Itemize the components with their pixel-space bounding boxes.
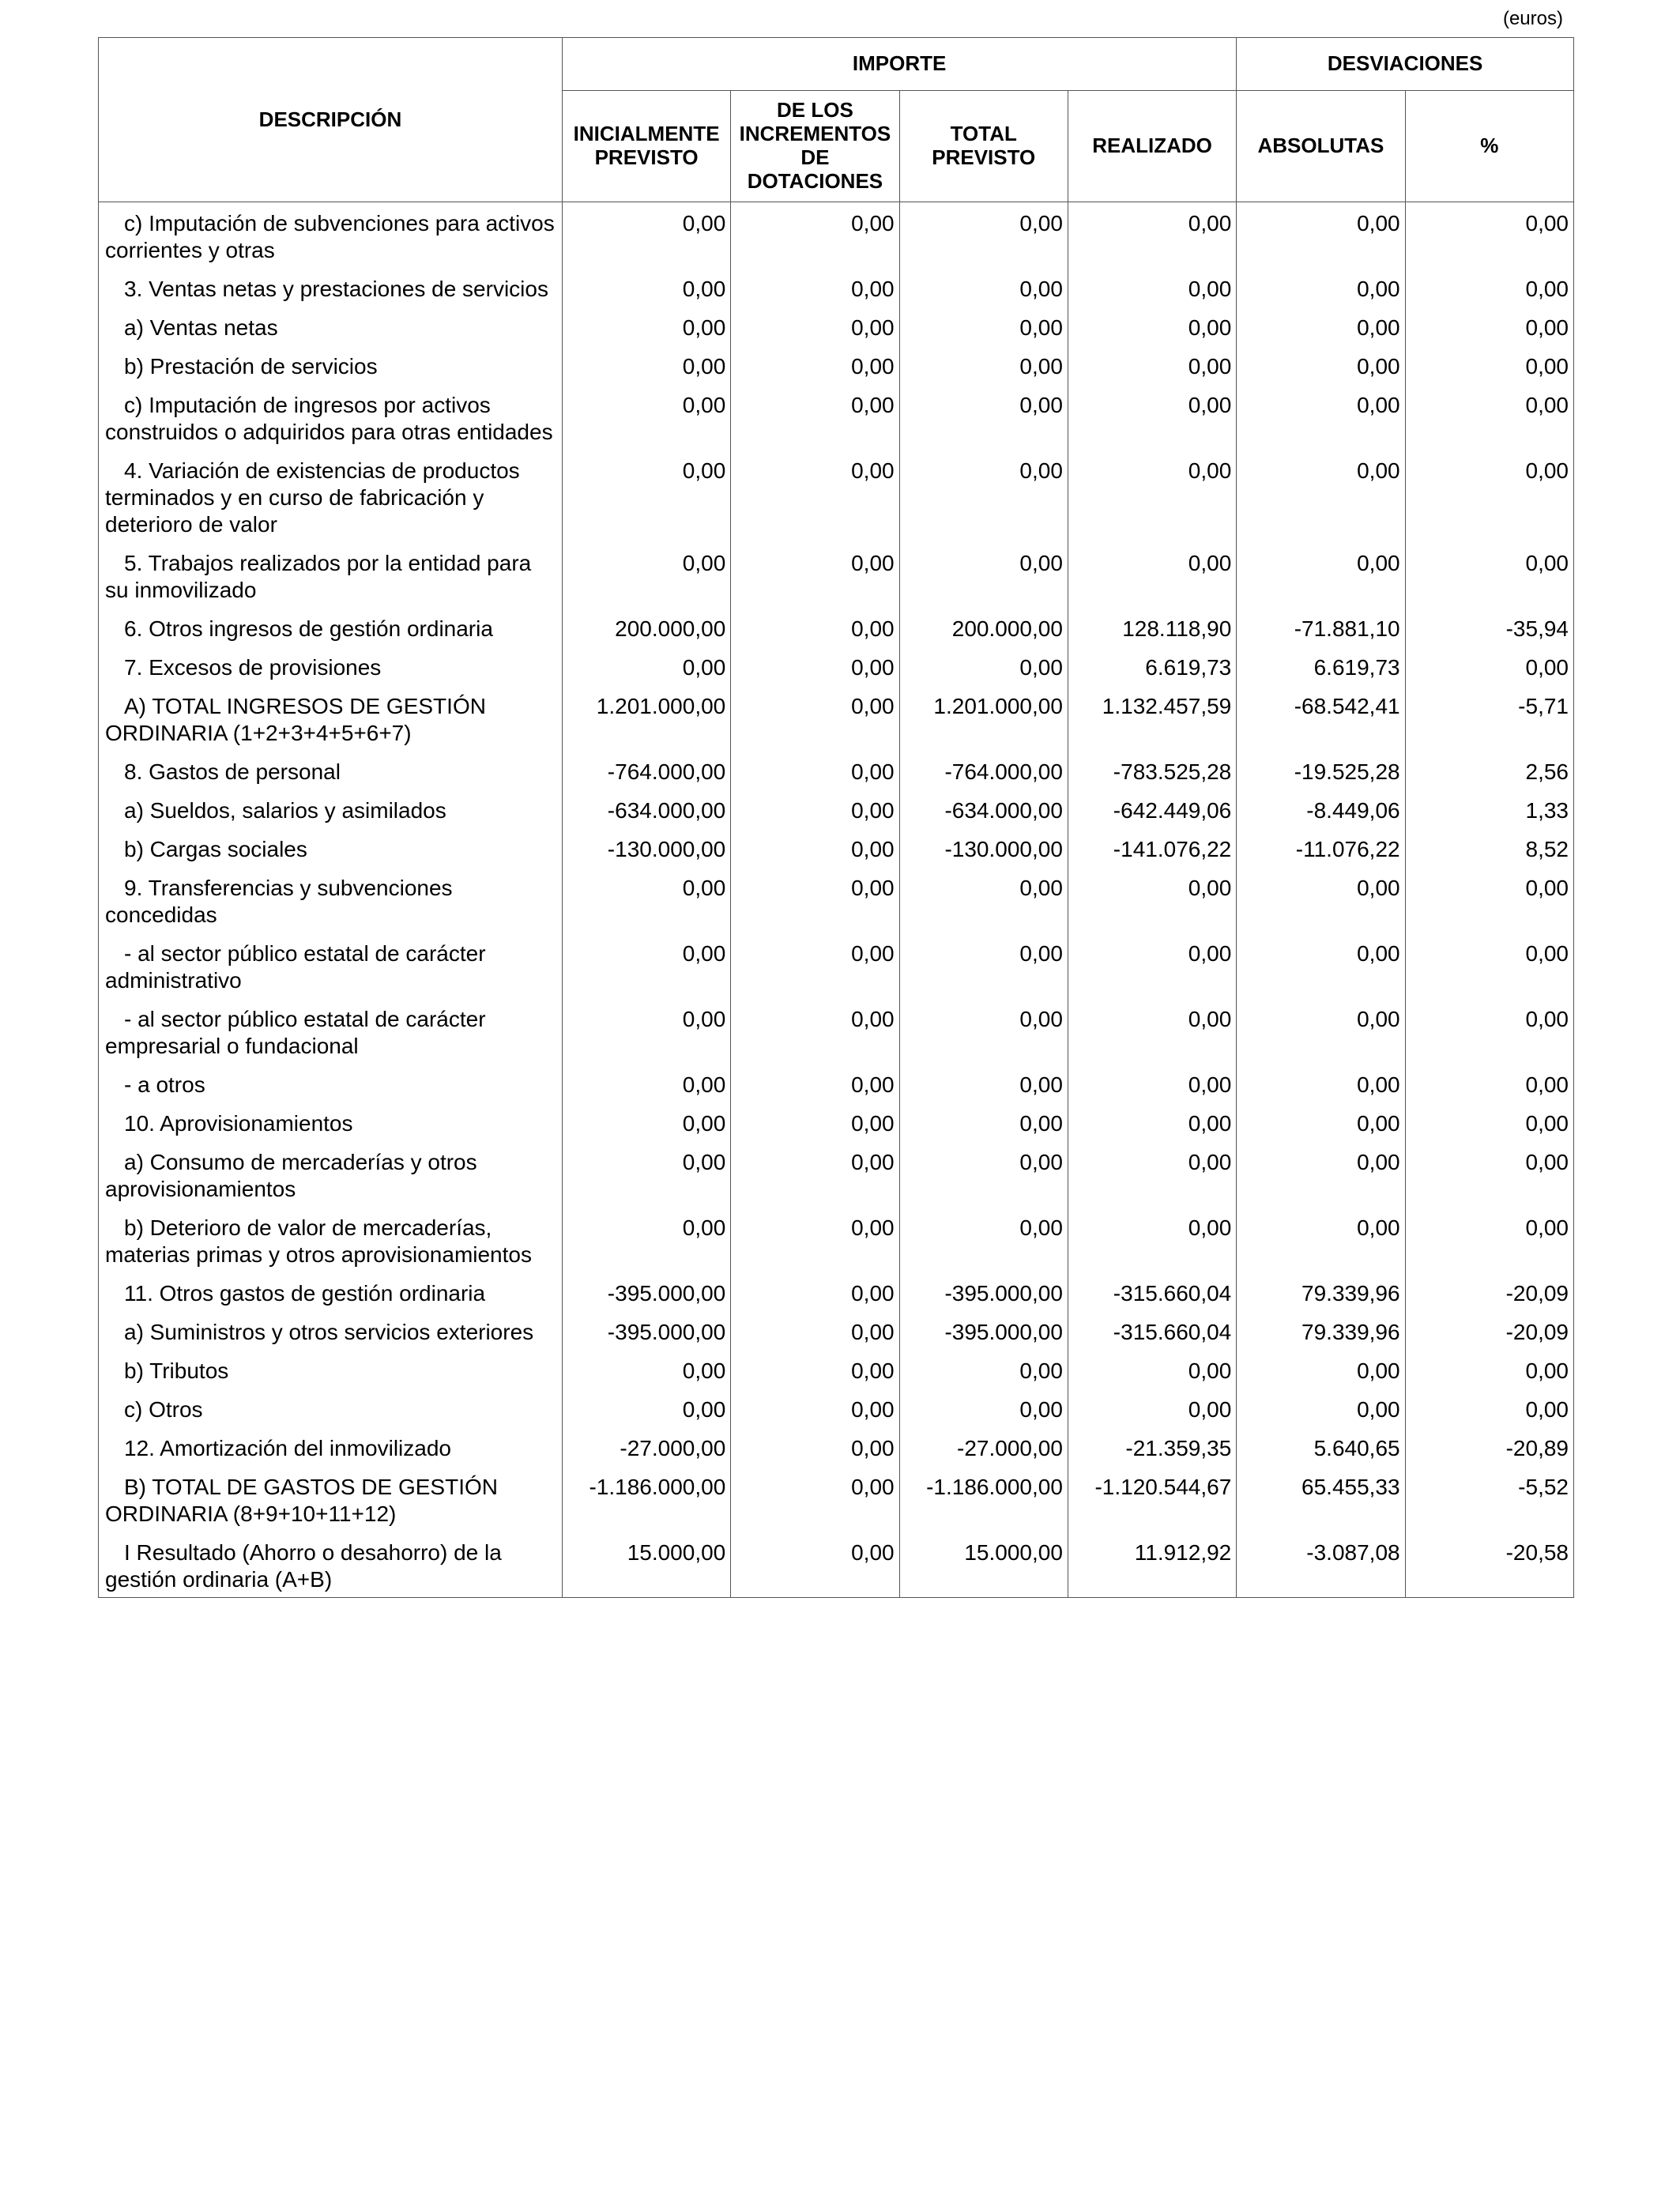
cell-total-previsto: 0,00: [899, 1102, 1068, 1141]
table-row: [99, 998, 1574, 1064]
units-label: (euros): [1502, 8, 1563, 29]
cell-total-previsto: -1.186.000,00: [899, 1466, 1068, 1532]
cell-porcentaje: 0,00: [1405, 1389, 1573, 1427]
cell-absolutas: 0,00: [1237, 542, 1405, 608]
cell-incrementos: 0,00: [731, 1350, 899, 1389]
cell-porcentaje: 0,00: [1405, 646, 1573, 685]
row-description-text: a) Ventas netas: [124, 315, 278, 340]
table-row: [99, 1466, 1574, 1532]
cell-incrementos: 0,00: [731, 1427, 899, 1466]
cell-porcentaje: 8,52: [1405, 828, 1573, 867]
cell-inicialmente-previsto: -395.000,00: [562, 1311, 730, 1350]
cell-porcentaje: -20,09: [1405, 1272, 1573, 1311]
cell-inicialmente-previsto: 0,00: [562, 1102, 730, 1141]
row-description: [99, 1064, 563, 1102]
cell-inicialmente-previsto: 0,00: [562, 1207, 730, 1272]
row-description-text: b) Tributos: [124, 1358, 229, 1383]
table-row: [99, 751, 1574, 789]
cell-realizado: 0,00: [1068, 867, 1236, 933]
row-description: [99, 307, 563, 345]
table-row: [99, 384, 1574, 450]
cell-total-previsto: -395.000,00: [899, 1311, 1068, 1350]
cell-total-previsto: 200.000,00: [899, 608, 1068, 646]
row-description-text: - a otros: [124, 1072, 205, 1097]
cell-absolutas: 79.339,96: [1237, 1311, 1405, 1350]
row-description: [99, 828, 563, 867]
cell-absolutas: 6.619,73: [1237, 646, 1405, 685]
cell-absolutas: 0,00: [1237, 867, 1405, 933]
row-description: [99, 450, 563, 542]
cell-porcentaje: 0,00: [1405, 1102, 1573, 1141]
row-description: [99, 646, 563, 685]
cell-inicialmente-previsto: 0,00: [562, 542, 730, 608]
cell-inicialmente-previsto: 15.000,00: [562, 1532, 730, 1598]
cell-realizado: 128.118,90: [1068, 608, 1236, 646]
cell-incrementos: 0,00: [731, 646, 899, 685]
cell-absolutas: 5.640,65: [1237, 1427, 1405, 1466]
table-row: [99, 1064, 1574, 1102]
table-body: [99, 202, 1574, 1598]
cell-realizado: 0,00: [1068, 1207, 1236, 1272]
row-description: [99, 268, 563, 307]
header-realizado: REALIZADO: [1068, 91, 1236, 202]
row-description-text: a) Sueldos, salarios y asimilados: [124, 798, 446, 823]
header-incrementos: DE LOS INCREMENTOS DE DOTACIONES: [731, 91, 899, 202]
cell-realizado: 0,00: [1068, 268, 1236, 307]
cell-inicialmente-previsto: 0,00: [562, 646, 730, 685]
row-description: [99, 1311, 563, 1350]
cell-incrementos: 0,00: [731, 1389, 899, 1427]
row-description: [99, 1532, 563, 1598]
cell-absolutas: 0,00: [1237, 345, 1405, 384]
cell-total-previsto: -634.000,00: [899, 789, 1068, 828]
table-row: [99, 450, 1574, 542]
cell-absolutas: -11.076,22: [1237, 828, 1405, 867]
cell-incrementos: 0,00: [731, 307, 899, 345]
cell-inicialmente-previsto: -130.000,00: [562, 828, 730, 867]
row-description: [99, 789, 563, 828]
cell-porcentaje: 0,00: [1405, 998, 1573, 1064]
row-description-text: c) Imputación de ingresos por activos construidos o adquiridos para otras entidades: [105, 393, 553, 444]
cell-absolutas: 0,00: [1237, 450, 1405, 542]
cell-absolutas: -68.542,41: [1237, 685, 1405, 751]
cell-total-previsto: -130.000,00: [899, 828, 1068, 867]
cell-inicialmente-previsto: -27.000,00: [562, 1427, 730, 1466]
row-description-text: 4. Variación de existencias de productos terminados y en curso de fabricación y deterioro de valor: [105, 458, 520, 537]
cell-porcentaje: 0,00: [1405, 268, 1573, 307]
cell-inicialmente-previsto: 0,00: [562, 307, 730, 345]
cell-total-previsto: 0,00: [899, 345, 1068, 384]
cell-inicialmente-previsto: -634.000,00: [562, 789, 730, 828]
cell-realizado: 0,00: [1068, 998, 1236, 1064]
cell-inicialmente-previsto: 0,00: [562, 1064, 730, 1102]
cell-realizado: 6.619,73: [1068, 646, 1236, 685]
cell-incrementos: 0,00: [731, 1102, 899, 1141]
cell-absolutas: 0,00: [1237, 268, 1405, 307]
cell-absolutas: 0,00: [1237, 998, 1405, 1064]
table-row: [99, 1272, 1574, 1311]
cell-total-previsto: 0,00: [899, 867, 1068, 933]
cell-incrementos: 0,00: [731, 384, 899, 450]
cell-inicialmente-previsto: 0,00: [562, 867, 730, 933]
table-row: [99, 1389, 1574, 1427]
cell-realizado: 0,00: [1068, 1102, 1236, 1141]
cell-porcentaje: 0,00: [1405, 933, 1573, 998]
header-inicialmente-previsto: INICIALMENTE PREVISTO: [562, 91, 730, 202]
table-row: [99, 1311, 1574, 1350]
cell-inicialmente-previsto: -764.000,00: [562, 751, 730, 789]
cell-inicialmente-previsto: 1.201.000,00: [562, 685, 730, 751]
cell-porcentaje: 0,00: [1405, 1141, 1573, 1207]
cell-total-previsto: 0,00: [899, 998, 1068, 1064]
cell-absolutas: 0,00: [1237, 1207, 1405, 1272]
cell-realizado: -141.076,22: [1068, 828, 1236, 867]
cell-total-previsto: -27.000,00: [899, 1427, 1068, 1466]
row-description-text: 5. Trabajos realizados por la entidad para su inmovilizado: [105, 551, 532, 602]
cell-incrementos: 0,00: [731, 345, 899, 384]
cell-total-previsto: -395.000,00: [899, 1272, 1068, 1311]
row-description: [99, 933, 563, 998]
cell-total-previsto: 0,00: [899, 646, 1068, 685]
cell-realizado: 0,00: [1068, 542, 1236, 608]
cell-total-previsto: 0,00: [899, 542, 1068, 608]
cell-absolutas: 0,00: [1237, 384, 1405, 450]
cell-total-previsto: 0,00: [899, 1207, 1068, 1272]
cell-absolutas: 0,00: [1237, 307, 1405, 345]
cell-realizado: -21.359,35: [1068, 1427, 1236, 1466]
cell-incrementos: 0,00: [731, 542, 899, 608]
cell-incrementos: 0,00: [731, 789, 899, 828]
row-description-text: a) Suministros y otros servicios exteriores: [124, 1320, 534, 1344]
cell-absolutas: -3.087,08: [1237, 1532, 1405, 1598]
cell-incrementos: 0,00: [731, 1207, 899, 1272]
cell-incrementos: 0,00: [731, 268, 899, 307]
cell-realizado: 1.132.457,59: [1068, 685, 1236, 751]
header-importe: IMPORTE: [562, 38, 1236, 91]
table-row: [99, 828, 1574, 867]
table-row: [99, 933, 1574, 998]
cell-total-previsto: 0,00: [899, 1141, 1068, 1207]
table-row: [99, 1207, 1574, 1272]
row-description-text: 3. Ventas netas y prestaciones de servicios: [124, 277, 548, 301]
cell-porcentaje: 0,00: [1405, 867, 1573, 933]
cell-incrementos: 0,00: [731, 998, 899, 1064]
cell-absolutas: 0,00: [1237, 1102, 1405, 1141]
row-description-text: c) Otros: [124, 1397, 203, 1422]
cell-total-previsto: 0,00: [899, 1350, 1068, 1389]
cell-total-previsto: 0,00: [899, 202, 1068, 269]
row-description: [99, 345, 563, 384]
cell-absolutas: 0,00: [1237, 933, 1405, 998]
table-row: [99, 1427, 1574, 1466]
row-description-text: 8. Gastos de personal: [124, 759, 341, 784]
cell-porcentaje: -20,89: [1405, 1427, 1573, 1466]
row-description-text: 6. Otros ingresos de gestión ordinaria: [124, 616, 493, 641]
cell-absolutas: 0,00: [1237, 1350, 1405, 1389]
cell-incrementos: 0,00: [731, 1311, 899, 1350]
cell-incrementos: 0,00: [731, 450, 899, 542]
header-total-previsto: TOTAL PREVISTO: [899, 91, 1068, 202]
cell-inicialmente-previsto: 0,00: [562, 998, 730, 1064]
table-row: [99, 1532, 1574, 1598]
cell-porcentaje: 0,00: [1405, 345, 1573, 384]
cell-porcentaje: 0,00: [1405, 1350, 1573, 1389]
cell-incrementos: 0,00: [731, 867, 899, 933]
row-description: [99, 1389, 563, 1427]
row-description-text: a) Consumo de mercaderías y otros aprovisionamientos: [105, 1150, 477, 1201]
cell-absolutas: 0,00: [1237, 1064, 1405, 1102]
row-description-text: 9. Transferencias y subvenciones concedidas: [105, 876, 453, 927]
cell-porcentaje: -5,52: [1405, 1466, 1573, 1532]
cell-porcentaje: -5,71: [1405, 685, 1573, 751]
cell-inicialmente-previsto: 0,00: [562, 933, 730, 998]
cell-porcentaje: 1,33: [1405, 789, 1573, 828]
cell-realizado: -642.449,06: [1068, 789, 1236, 828]
cell-absolutas: 0,00: [1237, 1141, 1405, 1207]
cell-realizado: 0,00: [1068, 1064, 1236, 1102]
row-description-text: 7. Excesos de provisiones: [124, 655, 382, 680]
row-description: [99, 1427, 563, 1466]
cell-inicialmente-previsto: 0,00: [562, 345, 730, 384]
header-desviaciones: DESVIACIONES: [1237, 38, 1574, 91]
cell-total-previsto: 0,00: [899, 1389, 1068, 1427]
cell-inicialmente-previsto: 0,00: [562, 1389, 730, 1427]
cell-realizado: 0,00: [1068, 1350, 1236, 1389]
cell-inicialmente-previsto: -395.000,00: [562, 1272, 730, 1311]
cell-realizado: 0,00: [1068, 933, 1236, 998]
cell-absolutas: 0,00: [1237, 1389, 1405, 1427]
row-description-text: B) TOTAL DE GASTOS DE GESTIÓN ORDINARIA (8+9+10+11+12): [105, 1475, 498, 1526]
row-description: [99, 751, 563, 789]
row-description: [99, 867, 563, 933]
table-row: [99, 1141, 1574, 1207]
row-description-text: c) Imputación de subvenciones para activos corrientes y otras: [105, 211, 555, 262]
cell-absolutas: -8.449,06: [1237, 789, 1405, 828]
cell-realizado: -315.660,04: [1068, 1311, 1236, 1350]
row-description-text: I Resultado (Ahorro o desahorro) de la gestión ordinaria (A+B): [105, 1540, 502, 1592]
cell-absolutas: -71.881,10: [1237, 608, 1405, 646]
row-description: [99, 608, 563, 646]
cell-realizado: 0,00: [1068, 1389, 1236, 1427]
row-description: [99, 1102, 563, 1141]
row-description-text: b) Cargas sociales: [124, 837, 307, 861]
table-header: [99, 38, 1574, 202]
table-row: [99, 789, 1574, 828]
cell-total-previsto: 0,00: [899, 450, 1068, 542]
cell-realizado: -315.660,04: [1068, 1272, 1236, 1311]
cell-inicialmente-previsto: 0,00: [562, 384, 730, 450]
cell-porcentaje: 0,00: [1405, 1064, 1573, 1102]
row-description-text: b) Deterioro de valor de mercaderías, materias primas y otros aprovisionamientos: [105, 1215, 532, 1267]
cell-realizado: -783.525,28: [1068, 751, 1236, 789]
table-row: [99, 268, 1574, 307]
row-description: [99, 1350, 563, 1389]
row-description: [99, 998, 563, 1064]
cell-porcentaje: 2,56: [1405, 751, 1573, 789]
row-description: [99, 1141, 563, 1207]
row-description: [99, 685, 563, 751]
row-description-text: b) Prestación de servicios: [124, 354, 378, 379]
budget-execution-table: [98, 37, 1574, 1598]
cell-incrementos: 0,00: [731, 1141, 899, 1207]
cell-total-previsto: 15.000,00: [899, 1532, 1068, 1598]
cell-porcentaje: 0,00: [1405, 307, 1573, 345]
header-porcentaje: %: [1405, 91, 1573, 202]
cell-porcentaje: 0,00: [1405, 1207, 1573, 1272]
cell-absolutas: 0,00: [1237, 202, 1405, 269]
row-description-text: A) TOTAL INGRESOS DE GESTIÓN ORDINARIA (1+2+3+4+5+6+7): [105, 694, 486, 745]
cell-porcentaje: 0,00: [1405, 202, 1573, 269]
cell-realizado: 0,00: [1068, 345, 1236, 384]
cell-inicialmente-previsto: 0,00: [562, 202, 730, 269]
cell-absolutas: 65.455,33: [1237, 1466, 1405, 1532]
cell-incrementos: 0,00: [731, 828, 899, 867]
table-row: [99, 685, 1574, 751]
cell-total-previsto: -764.000,00: [899, 751, 1068, 789]
cell-incrementos: 0,00: [731, 202, 899, 269]
table-row: [99, 646, 1574, 685]
cell-total-previsto: 1.201.000,00: [899, 685, 1068, 751]
cell-realizado: 0,00: [1068, 384, 1236, 450]
cell-incrementos: 0,00: [731, 685, 899, 751]
cell-inicialmente-previsto: 0,00: [562, 450, 730, 542]
header-descripcion: DESCRIPCIÓN: [99, 38, 563, 202]
cell-incrementos: 0,00: [731, 1064, 899, 1102]
cell-realizado: 11.912,92: [1068, 1532, 1236, 1598]
table-row: [99, 202, 1574, 269]
cell-porcentaje: -20,58: [1405, 1532, 1573, 1598]
cell-inicialmente-previsto: 0,00: [562, 1350, 730, 1389]
row-description-text: 10. Aprovisionamientos: [124, 1111, 353, 1136]
cell-inicialmente-previsto: 0,00: [562, 268, 730, 307]
cell-inicialmente-previsto: -1.186.000,00: [562, 1466, 730, 1532]
cell-incrementos: 0,00: [731, 933, 899, 998]
row-description-text: 11. Otros gastos de gestión ordinaria: [124, 1281, 486, 1306]
cell-porcentaje: 0,00: [1405, 450, 1573, 542]
cell-total-previsto: 0,00: [899, 1064, 1068, 1102]
row-description: [99, 384, 563, 450]
cell-total-previsto: 0,00: [899, 384, 1068, 450]
cell-inicialmente-previsto: 200.000,00: [562, 608, 730, 646]
cell-porcentaje: 0,00: [1405, 542, 1573, 608]
cell-absolutas: -19.525,28: [1237, 751, 1405, 789]
row-description-text: 12. Amortización del inmovilizado: [124, 1436, 451, 1460]
cell-realizado: 0,00: [1068, 202, 1236, 269]
row-description: [99, 202, 563, 269]
row-description-text: - al sector público estatal de carácter empresarial o fundacional: [105, 1007, 486, 1058]
table-row: [99, 345, 1574, 384]
row-description: [99, 1207, 563, 1272]
cell-porcentaje: -20,09: [1405, 1311, 1573, 1350]
cell-realizado: 0,00: [1068, 450, 1236, 542]
cell-porcentaje: 0,00: [1405, 384, 1573, 450]
table-row: [99, 867, 1574, 933]
cell-realizado: 0,00: [1068, 1141, 1236, 1207]
cell-porcentaje: -35,94: [1405, 608, 1573, 646]
row-description: [99, 1466, 563, 1532]
cell-realizado: 0,00: [1068, 307, 1236, 345]
table-row: [99, 1350, 1574, 1389]
cell-total-previsto: 0,00: [899, 307, 1068, 345]
row-description: [99, 1272, 563, 1311]
cell-incrementos: 0,00: [731, 608, 899, 646]
cell-realizado: -1.120.544,67: [1068, 1466, 1236, 1532]
cell-incrementos: 0,00: [731, 1272, 899, 1311]
table-row: [99, 608, 1574, 646]
table-row: [99, 542, 1574, 608]
row-description: [99, 542, 563, 608]
row-description-text: - al sector público estatal de carácter administrativo: [105, 941, 486, 993]
table-row: [99, 307, 1574, 345]
cell-total-previsto: 0,00: [899, 268, 1068, 307]
header-absolutas: ABSOLUTAS: [1237, 91, 1405, 202]
cell-total-previsto: 0,00: [899, 933, 1068, 998]
cell-inicialmente-previsto: 0,00: [562, 1141, 730, 1207]
table-row: [99, 1102, 1574, 1141]
cell-incrementos: 0,00: [731, 1466, 899, 1532]
cell-incrementos: 0,00: [731, 1532, 899, 1598]
cell-incrementos: 0,00: [731, 751, 899, 789]
cell-absolutas: 79.339,96: [1237, 1272, 1405, 1311]
